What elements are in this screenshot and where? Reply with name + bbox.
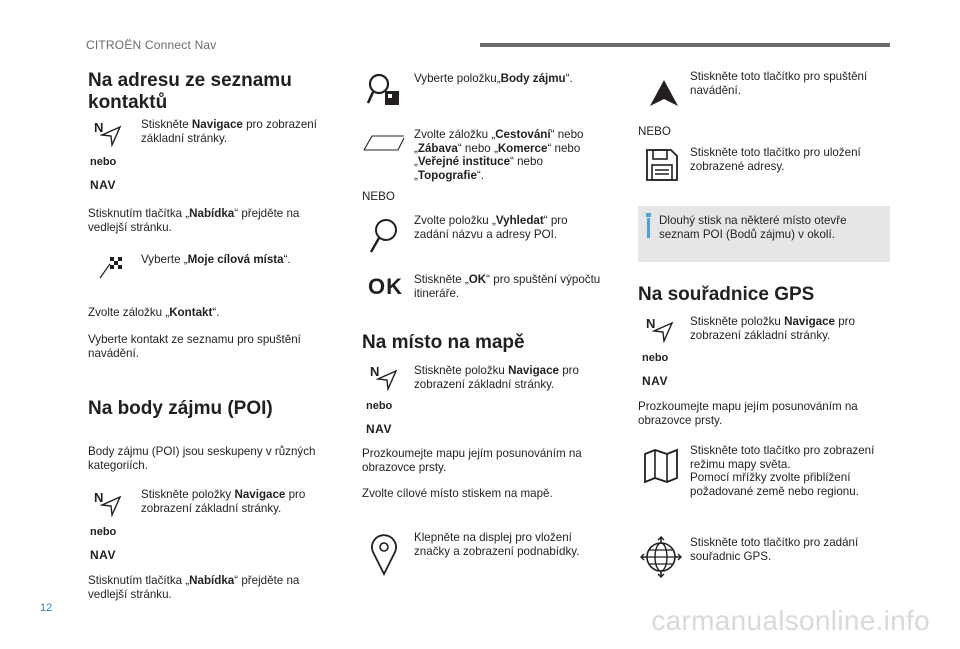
heading-gps: Na souřadnice GPS [638, 284, 815, 305]
info-text: Dlouhý stisk na některé místo otevře seznam POI (Bodů zájmu) v okolí. [659, 214, 847, 241]
col3-step-navigace: Stiskněte položku Navigace pro zobrazení základní stránky. [690, 315, 855, 342]
col1-menu-text: Stisknutím tlačítka „Nabídka“ přejděte na vedlejší stránku. [88, 207, 300, 234]
info-box [638, 206, 890, 262]
col2-explore-map: Prozkoumejte mapu jejím posunováním na obrazovce prsty. [362, 447, 582, 474]
heading-poi: Na body zájmu (POI) [88, 398, 273, 419]
checkered-flag-icon [98, 254, 124, 280]
info-icon [646, 213, 651, 217]
col2-step-marker: Klepněte na displej pro vložení značky a zobrazení podnabídky. [414, 531, 580, 558]
magnifier-icon [368, 218, 400, 256]
heading-contacts: Na adresu ze seznamu kontaktů [88, 70, 292, 113]
col3-step-world-map: Stiskněte toto tlačítko pro zobrazení režimu mapy světa. Pomocí mřížky zvolte přiblížení požadované země nebo regionu. [690, 444, 875, 498]
col2-nebo: NEBO [362, 190, 395, 203]
col1-step-destinations: Vyberte „Moje cílová místa“. [141, 253, 291, 266]
nav-button-icon: N nebo NAV [366, 364, 410, 434]
col1-step-navigace: Stiskněte Navigace pro zobrazení základní stránky. [141, 118, 317, 145]
world-map-icon [643, 448, 679, 484]
header-title: CITROËN Connect Nav [86, 38, 217, 52]
col3-step-save: Stiskněte toto tlačítko pro uložení zobrazené adresy. [690, 146, 861, 173]
col3-step-start: Stiskněte toto tlačítko pro spuštění navádění. [690, 70, 868, 97]
col3-step-gps: Stiskněte toto tlačítko pro zadání souřadnic GPS. [690, 536, 859, 563]
tab-icon [362, 134, 406, 152]
ok-icon: OK [368, 274, 403, 299]
col1-poi-intro: Body zájmu (POI) jsou seskupeny v různých kategoriích. [88, 445, 316, 472]
col1-select-contact: Vyberte kontakt ze seznamu pro spuštění navádění. [88, 333, 301, 360]
location-pin-icon [370, 532, 398, 576]
watermark: carmanualsonline.info [651, 605, 930, 636]
page-number: 12 [40, 602, 53, 614]
col2-step-navigace: Stiskněte položku Navigace pro zobrazení základní stránky. [414, 364, 579, 391]
nav-button-icon: N nebo NAV [642, 316, 686, 386]
col2-step-poi: Vyberte položku„Body zájmu“. [414, 72, 573, 85]
header-rule [480, 43, 890, 47]
col1-step-navigace-2: Stiskněte položky Navigace pro zobrazení základní stránky. [141, 488, 306, 515]
nav-button-icon: N nebo NAV [90, 490, 134, 560]
col2-step-tabs: Zvolte záložku „Cestování“ nebo „Zábava“ nebo „Komerce“ nebo „Veřejné instituce“ nebo „Topografie“. [414, 128, 584, 182]
col3-nebo: NEBO [638, 125, 671, 138]
save-icon [645, 148, 679, 182]
nav-button-icon: N nebo NAV [90, 120, 134, 190]
poi-search-icon [366, 72, 402, 108]
start-navigation-icon [648, 78, 680, 108]
col2-choose-destination: Zvolte cílové místo stiskem na mapě. [362, 487, 553, 500]
heading-map-place: Na místo na mapě [362, 332, 525, 353]
col1-contact-tab: Zvolte záložku „Kontakt“. [88, 306, 220, 319]
col1-menu-text-2: Stisknutím tlačítka „Nabídka“ přejděte na vedlejší stránku. [88, 574, 300, 601]
col2-step-ok: Stiskněte „OK“ pro spuštění výpočtu itineráře. [414, 273, 601, 300]
col2-step-search: Zvolte položku „Vyhledat“ pro zadání názvu a adresy POI. [414, 214, 568, 241]
col3-explore-map: Prozkoumejte mapu jejím posunováním na obrazovce prsty. [638, 400, 858, 427]
gps-globe-icon [640, 536, 682, 578]
